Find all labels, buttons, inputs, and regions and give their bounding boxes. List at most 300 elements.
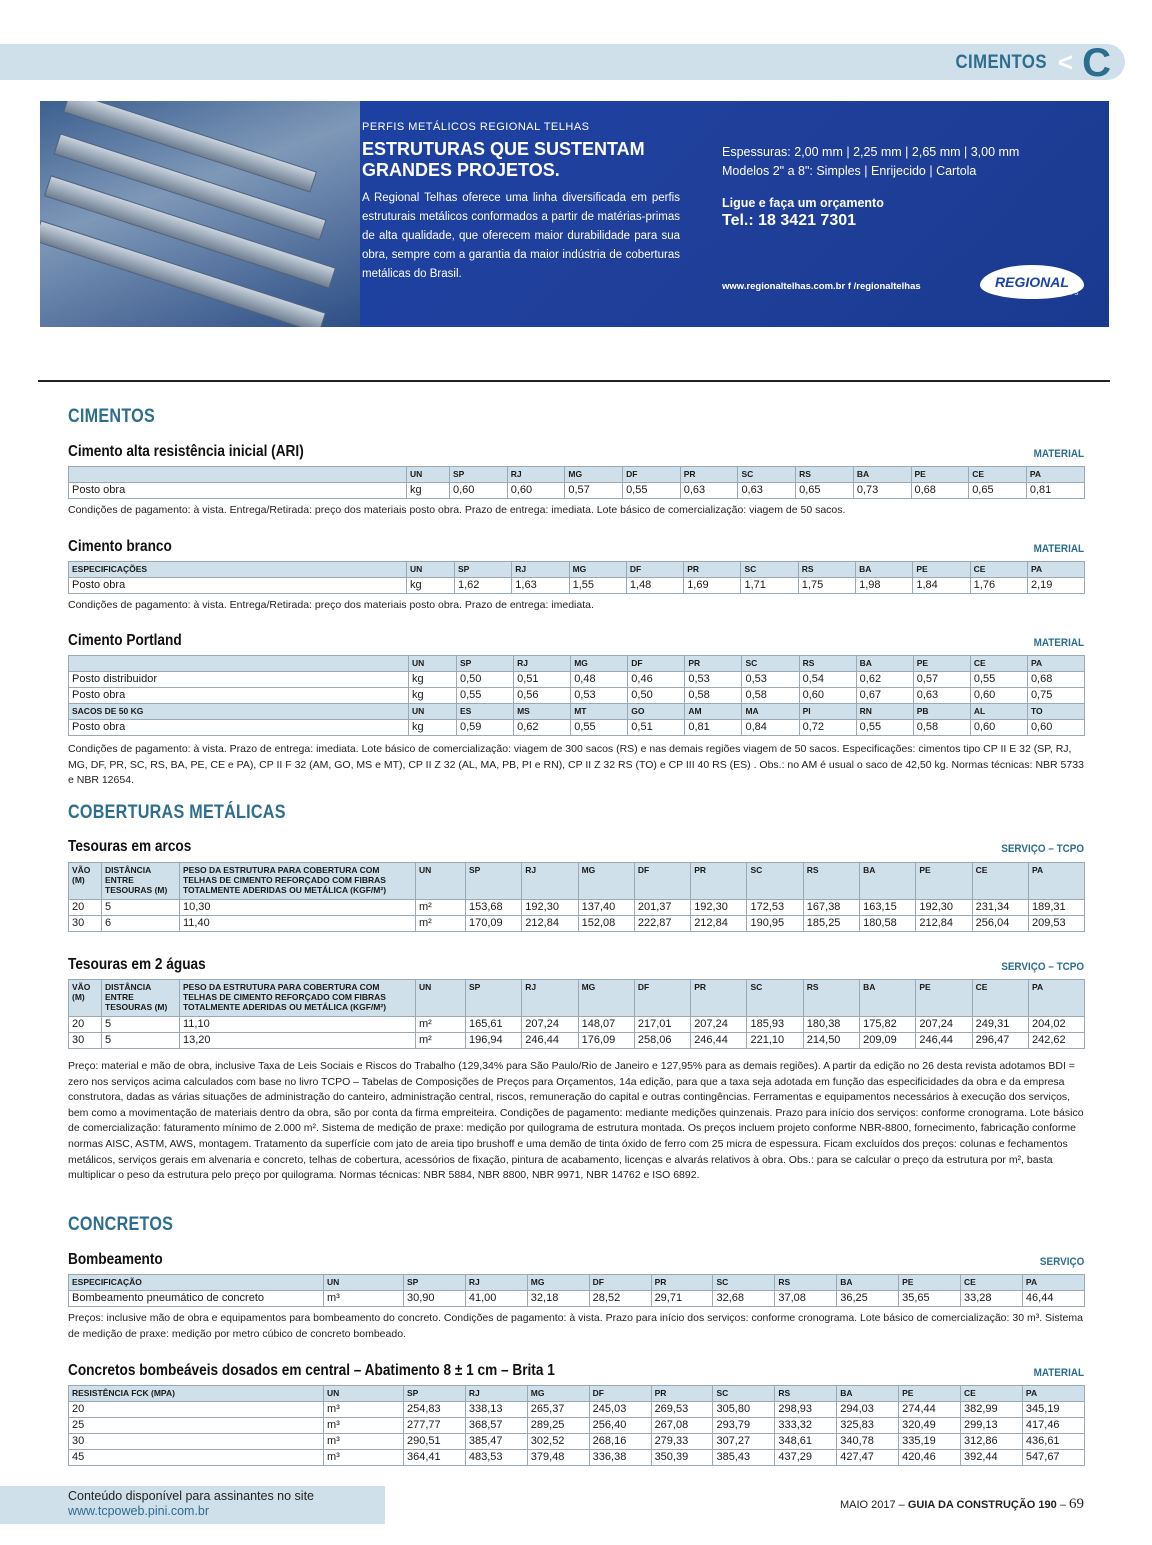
table-header-cell: MT [571,704,628,720]
table-header-cell: SP [466,980,522,1017]
table-cell: kg [407,483,450,499]
table-cell: 307,27 [713,1434,775,1450]
banner-title: ESTRUTURAS QUE SUSTENTAM GRANDES PROJETOS. [362,139,645,180]
table-cell: 2,19 [1027,578,1084,594]
table-header-cell: RJ [522,863,578,900]
table-cell: 192,30 [691,900,747,916]
table-cell: m² [416,1033,466,1049]
table-header-cell: UN [407,467,450,483]
table-cell: 212,84 [916,916,972,932]
table-cell: 0,60 [450,483,508,499]
table-header-cell: CE [970,562,1027,578]
table-header-cell: CE [961,1275,1023,1291]
table-header-cell: PR [651,1386,713,1402]
table-cell: 0,55 [457,688,514,704]
table-cell: 249,31 [972,1017,1028,1033]
table-cell: 30 [69,1033,102,1049]
table-header-row [69,704,1085,720]
table-cell: 274,44 [899,1402,961,1418]
banner-specs: Espessuras: 2,00 mm | 2,25 mm | 2,65 mm | 3,00 mm Modelos 2" a 8": Simples | Enrijecido | Cartola [722,145,1020,178]
table-cell: 185,25 [803,916,859,932]
table-header-cell: SC [713,1386,775,1402]
table-header-cell: SP [404,1275,466,1291]
table-cell: 0,58 [913,720,970,736]
regional-logo: REGIONAL [980,265,1084,299]
table-tesouras-aguas [68,979,1085,1049]
table-cell: 5 [102,1017,180,1033]
table-cell: 212,84 [691,916,747,932]
table-cell: 0,60 [970,688,1027,704]
table-cell: 0,50 [457,672,514,688]
table-cell: 312,86 [961,1434,1023,1450]
table-cell: m² [416,916,466,932]
table-cell: m³ [324,1418,404,1434]
table-header-cell: UN [416,863,466,900]
table-cell: 254,83 [404,1402,466,1418]
table-header-cell: DISTÂNCIA ENTRE TESOURAS (M) [102,863,180,900]
table-cell: 37,08 [775,1291,837,1307]
table-row [69,483,1085,499]
table-header-cell: ES [457,704,514,720]
table-header-cell: PA [1022,1386,1084,1402]
table-title: Tesouras em arcos [68,838,192,855]
table-note: Condições de pagamento: à vista. Prazo de entrega: imediata. Lote básico de comercialização: viagem de 300 sacos (RS) e nas demais regiões viagem de 50 sacos. Especificações: cimentos tipo CP II E 32 (SP, RJ, MG, DF, PR, SC, RS, BA, PE, CE e PA), CP II F 32 (AM, GO, MS e MT), CP II Z 32 (AL, MA, PB, PI e RN), CP II Z 32 RS (TO) e CP III 40 RS (ES) . Obs.: no AM é usual o saco de 42,50 kg. Normas técnicas: NBR 5733 e NBR 12654. [68,743,1084,787]
table-cell: 325,83 [837,1418,899,1434]
footer-website-link[interactable]: www.tcpoweb.pini.com.br [68,1504,210,1518]
table-header-cell: MS [514,704,571,720]
table-cell: 32,68 [713,1291,775,1307]
table-cell: 0,58 [742,688,799,704]
table-cell: 0,62 [514,720,571,736]
table-header-cell: UN [324,1386,404,1402]
table-cell: 246,44 [916,1033,972,1049]
table-cell: m³ [324,1434,404,1450]
table-header-cell: RJ [512,562,569,578]
table-cell: 204,02 [1028,1017,1084,1033]
table-header-row [69,562,1085,578]
table-cell: 385,47 [465,1434,527,1450]
table-header-cell: PE [911,467,969,483]
steel-profiles-image [40,101,360,327]
table-cell: 207,24 [691,1017,747,1033]
table-cell: 0,57 [565,483,623,499]
table-header-cell: PA [1027,562,1084,578]
table-header-cell: RN [856,704,913,720]
section-heading-concretos: CONCRETOS [68,1214,174,1235]
table-header-cell: RJ [507,467,565,483]
table-header-cell: VÃO (M) [69,980,102,1017]
table-cell: 0,59 [457,720,514,736]
table-header-cell: PE [916,980,972,1017]
table-cell: 192,30 [522,900,578,916]
table-header-cell: DF [589,1275,651,1291]
table-cell: 0,46 [628,672,685,688]
banner-call: Ligue e faça um orçamento [722,196,884,210]
table-cell: 0,60 [1027,720,1084,736]
table-header-cell: UN [324,1275,404,1291]
table-header-cell: SC [742,656,799,672]
table-cell: 172,53 [747,900,803,916]
table-cell: 45 [69,1450,324,1466]
table-cell: 0,58 [685,688,742,704]
table-cell: 1,62 [455,578,512,594]
table-tag: MATERIAL [1033,448,1084,460]
table-title: Concretos bombeáveis dosados em central – Abatimento 8 ± 1 cm – Brita 1 [68,1362,555,1379]
table-cell: 364,41 [404,1450,466,1466]
table-header-cell: SC [713,1275,775,1291]
table-header-cell: MG [565,467,623,483]
table-cell: 1,76 [970,578,1027,594]
table-row [69,1033,1085,1049]
table-header-cell: PA [1028,863,1084,900]
table-cell: 170,09 [466,916,522,932]
table-cell: 32,18 [527,1291,589,1307]
table-header-cell: PA [1026,467,1084,483]
table-cell: 190,95 [747,916,803,932]
table-cell: 214,50 [803,1033,859,1049]
table-cell: 0,67 [856,688,913,704]
table-cell: 436,61 [1022,1434,1084,1450]
table-cell: 0,48 [571,672,628,688]
section-header-bar [0,41,1125,85]
table-cimento-portland [68,655,1085,736]
table-cell: 246,44 [522,1033,578,1049]
table-header-cell: PR [684,562,741,578]
table-cell: 192,30 [916,900,972,916]
table-tag: MATERIAL [1033,1367,1084,1379]
table-cell: 5 [102,900,180,916]
table-cell: 483,53 [465,1450,527,1466]
table-header-cell: PR [691,863,747,900]
table-row [69,916,1085,932]
table-row [69,688,1085,704]
table-header-cell: BA [860,863,916,900]
table-cell: 222,87 [634,916,690,932]
table-title: Cimento Portland [68,632,182,649]
table-cell: 165,61 [466,1017,522,1033]
table-cell: 167,38 [803,900,859,916]
table-cell: 1,75 [798,578,855,594]
table-cell: Posto obra [69,578,407,594]
table-note: Preços: inclusive mão de obra e equipamentos para bombeamento do concreto. Condições de pagamento: à vista. Prazo para início dos serviços: conforme cronograma. Lote básico de comercialização: 30 m³. Sistema de medição de praxe: medição por metro cúbico de concreto bombeado. [68,1312,1083,1340]
table-cell: 0,63 [680,483,738,499]
table-cell: 298,93 [775,1402,837,1418]
table-tag: SERVIÇO – TCPO [1001,843,1084,855]
table-header-cell: PR [691,980,747,1017]
table-cell: 294,03 [837,1402,899,1418]
table-header-cell: RS [775,1275,837,1291]
table-cell: 209,53 [1028,916,1084,932]
table-cell: 153,68 [466,900,522,916]
table-cell: 379,48 [527,1450,589,1466]
table-title: Cimento branco [68,538,172,555]
table-cell: 207,24 [916,1017,972,1033]
table-cell: 0,65 [796,483,854,499]
table-cell: 1,84 [913,578,970,594]
table-header-cell: AL [970,704,1027,720]
table-header-cell: DISTÂNCIA ENTRE TESOURAS (M) [102,980,180,1017]
table-cell: 209,09 [860,1033,916,1049]
table-cell: 41,00 [465,1291,527,1307]
banner-website[interactable]: www.regionaltelhas.com.br f /regionaltelhas [722,281,921,292]
banner-body: A Regional Telhas oferece uma linha diversificada em perfis estruturais metálicos conformados a partir de matérias-primas de alta qualidade, que oferecem maior durabilidade para sua obra, sempre com a garantia da maior indústria de coberturas metálicas do Brasil. [362,192,680,280]
table-header-cell: PE [899,1386,961,1402]
table-cell: 20 [69,1017,102,1033]
table-cell: 0,81 [1026,483,1084,499]
table-cell: Bombeamento pneumático de concreto [69,1291,324,1307]
table-cell: 279,33 [651,1434,713,1450]
table-header-cell: BA [853,467,911,483]
table-cell: 368,57 [465,1418,527,1434]
banner-subtitle: PERFIS METÁLICOS REGIONAL TELHAS [362,121,590,133]
table-header-cell: RS [803,980,859,1017]
table-cell: kg [407,578,455,594]
table-header-cell: BA [856,656,913,672]
table-cell: 290,51 [404,1434,466,1450]
table-cell: m² [416,1017,466,1033]
table-header-row [69,1386,1085,1402]
table-header-cell: SP [466,863,522,900]
table-row [69,1291,1085,1307]
table-cell: 1,48 [626,578,683,594]
table-header-cell: RS [796,467,854,483]
table-cell: 392,44 [961,1450,1023,1466]
table-header-row [69,1275,1085,1291]
table-header-cell: UN [409,704,457,720]
table-cell: 437,29 [775,1450,837,1466]
table-header-cell: PR [651,1275,713,1291]
table-header-cell: PB [913,704,970,720]
table-row [69,1402,1085,1418]
table-header-cell: AM [685,704,742,720]
table-cell: 336,38 [589,1450,651,1466]
table-cell: 547,67 [1022,1450,1084,1466]
table-cell: 180,58 [860,916,916,932]
table-cell: 427,47 [837,1450,899,1466]
table-cell: 265,37 [527,1402,589,1418]
table-cell: 176,09 [578,1033,634,1049]
table-cell: 0,60 [970,720,1027,736]
table-cell: 1,63 [512,578,569,594]
table-cell: 207,24 [522,1017,578,1033]
table-cell: Posto obra [69,688,409,704]
table-cell: 212,84 [522,916,578,932]
table-header-cell: BA [856,562,913,578]
table-cell: 0,51 [514,672,571,688]
table-row [69,1450,1085,1466]
table-cell: 1,55 [569,578,626,594]
table-cell: m³ [324,1402,404,1418]
table-cell: 302,52 [527,1434,589,1450]
table-cell: 0,55 [571,720,628,736]
table-header-cell: SC [741,562,798,578]
table-cell: 46,44 [1022,1291,1084,1307]
table-row [69,672,1085,688]
table-title: Tesouras em 2 águas [68,956,206,973]
table-cell: 345,19 [1022,1402,1084,1418]
table-cell: 267,08 [651,1418,713,1434]
table-cell: 30 [69,916,102,932]
table-header-cell [69,656,409,672]
table-cell: 277,77 [404,1418,466,1434]
table-cell: 242,62 [1028,1033,1084,1049]
table-cell: 0,81 [685,720,742,736]
table-cell: 289,25 [527,1418,589,1434]
table-cell: 28,52 [589,1291,651,1307]
table-cell: 25 [69,1418,324,1434]
table-header-cell: PR [680,467,738,483]
table-cell: 185,93 [747,1017,803,1033]
table-header-cell: PE [913,656,970,672]
table-row [69,1017,1085,1033]
table-header-cell: PE [916,863,972,900]
table-cell: Posto obra [69,483,407,499]
table-note: Condições de pagamento: à vista. Entrega/Retirada: preço dos materiais posto obra. Prazo de entrega: imediata. Lote básico de comercialização: viagem de 50 sacos. [68,504,846,516]
table-header-cell: MG [527,1275,589,1291]
table-cell: 0,62 [856,672,913,688]
table-note: Preço: material e mão de obra, inclusive Taxa de Leis Sociais e Riscos do Trabalho (129,34% para São Paulo/Rio de Janeiro e 127,95% para as demais regiões). A partir da edição no 26 desta revista adotamos BDI = zero nos serviços acima calculados com base no livro TCPO – Tabelas de Composições de Preços para Orçamentos, 14a edição, para que a taxa seja adotada em função das especificidades da obra e da empresa construtora, dadas as várias situações de administração do canteiro, administração central, riscos, remuneração do capital e outras contingências. Ferramentas e equipamentos necessários à execução dos serviços, bem como a movimentação de materiais dentro da obra, são por conta da firma empreiteira. Condições de pagamento: mediante medições quinzenais. Prazo para início dos serviços: conforme cronograma. Lote básico de comercialização: faturamento mínimo de 2.000 m². Sistema de medição de praxe: medição por quilograma de estrutura montada. Os preços incluem projeto conforme NBR-8800, fornecimento, fabricação conforme normas AISC, ASTM, AWS, montagem. Tratamento da superfície com jato de areia tipo brushoff e uma demão de tinta óxido de ferro com 25 micra de espessura. Ficam excluídos dos preços: colunas e fechamentos metálicos, serviços gerais em alvenaria e concreto, telhas de cobertura, acessórios de fixação, pintura de acabamento, licenças e alvarás relativos à obra. Obs.: para se calcular o preço da estrutura por m², basta multiplicar o peso da estrutura pelo preço por quilograma. Normas técnicas: NBR 5884, NBR 8800, NBR 9971, NBR 14762 e ISO 6892. [68,1060,1084,1182]
table-cell: 0,63 [738,483,796,499]
table-cell: 30 [69,1434,324,1450]
chevron-left-icon: < [1057,47,1073,77]
table-header-cell: PESO DA ESTRUTURA PARA COBERTURA COM TELHAS DE CIMENTO REFORÇADO COM FIBRAS TOTALMENTE ADERIDAS OU METÁLICA (KGF/M²) [180,863,416,900]
section-heading-cimentos: CIMENTOS [68,406,155,427]
table-header-cell: PR [685,656,742,672]
table-header-cell: RS [798,562,855,578]
table-cell: kg [409,720,457,736]
table-header-cell: CE [969,467,1027,483]
table-cell: 305,80 [713,1402,775,1418]
table-tag: MATERIAL [1033,543,1084,555]
table-cell: 258,06 [634,1033,690,1049]
table-header-row [69,656,1085,672]
table-cell: 30,90 [404,1291,466,1307]
table-header-row [69,980,1085,1017]
table-header-cell [69,467,407,483]
table-header-cell: CE [961,1386,1023,1402]
table-row [69,578,1085,594]
table-concretos-bombeaveis [68,1385,1085,1466]
banner-phone[interactable]: Tel.: 18 3421 7301 [722,212,857,229]
table-cell: 0,53 [685,672,742,688]
table-cell: 269,53 [651,1402,713,1418]
table-cell: 0,56 [514,688,571,704]
table-header-cell: SC [738,467,796,483]
table-cell: 0,57 [913,672,970,688]
table-header-cell: CE [970,656,1027,672]
page-footer: MAIO 2017 – GUIA DA CONSTRUÇÃO 190 – 69 [839,1496,1084,1512]
table-header-cell: SC [747,863,803,900]
table-cell: 36,25 [837,1291,899,1307]
table-cell: 175,82 [860,1017,916,1033]
table-header-cell: UN [407,562,455,578]
table-cell: 33,28 [961,1291,1023,1307]
table-header-cell: PA [1028,980,1084,1017]
table-row [69,1418,1085,1434]
table-header-cell: PA [1027,656,1084,672]
table-header-cell: BA [837,1386,899,1402]
table-cell: 0,68 [911,483,969,499]
table-header-cell: DF [634,863,690,900]
table-cell: 0,55 [856,720,913,736]
table-cell: 299,13 [961,1418,1023,1434]
table-cell: 0,50 [628,688,685,704]
table-cell: 246,44 [691,1033,747,1049]
table-header-cell: DF [634,980,690,1017]
table-cell: 335,19 [899,1434,961,1450]
table-cell: 0,65 [969,483,1027,499]
table-header-cell: DF [623,467,681,483]
table-cell: 417,46 [1022,1418,1084,1434]
advertisement-banner[interactable] [40,101,1109,327]
table-cell: 1,71 [741,578,798,594]
table-cell: 5 [102,1033,180,1049]
table-cell: 217,01 [634,1017,690,1033]
table-cell: 148,07 [578,1017,634,1033]
table-cell: m³ [324,1291,404,1307]
page-number: 69 [1069,1496,1084,1512]
table-cell: 245,03 [589,1402,651,1418]
table-header-cell: GO [628,704,685,720]
table-cell: 0,60 [507,483,565,499]
table-header-cell: MG [578,863,634,900]
table-cell: 1,98 [856,578,913,594]
table-cell: 11,10 [180,1017,416,1033]
table-header-cell: PESO DA ESTRUTURA PARA COBERTURA COM TELHAS DE CIMENTO REFORÇADO COM FIBRAS TOTALMENTE ADERIDAS OU METÁLICA (KGF/M²) [180,980,416,1017]
table-header-cell: PA [1022,1275,1084,1291]
table-cell: 231,34 [972,900,1028,916]
table-header-cell: MA [742,704,799,720]
table-header-cell: BA [860,980,916,1017]
table-header-cell: PI [799,704,856,720]
table-header-cell: PE [899,1275,961,1291]
section-heading-coberturas: COBERTURAS METÁLICAS [68,802,286,823]
table-header-cell: SP [455,562,512,578]
table-header-cell: RJ [514,656,571,672]
table-cell: 256,04 [972,916,1028,932]
table-tesouras-arcos [68,862,1085,932]
table-row [69,720,1085,736]
table-header-row [69,863,1085,900]
table-header-cell: DF [589,1386,651,1402]
table-cell: 293,79 [713,1418,775,1434]
table-header-cell: CE [972,863,1028,900]
table-title: Cimento alta resistência inicial (ARI) [68,443,304,460]
table-cell: 0,55 [970,672,1027,688]
table-cell: 0,75 [1027,688,1084,704]
table-cell: 0,60 [799,688,856,704]
table-tag: SERVIÇO [1039,1256,1084,1268]
table-header-cell: UN [416,980,466,1017]
table-cell: 0,55 [623,483,681,499]
table-cell: 20 [69,900,102,916]
table-cell: Posto obra [69,720,409,736]
table-cell: 320,49 [899,1418,961,1434]
table-header-cell: ESPECIFICAÇÕES [69,562,407,578]
table-cell: 0,63 [913,688,970,704]
table-ari [68,466,1085,499]
table-cell: 256,40 [589,1418,651,1434]
table-header-cell: SP [404,1386,466,1402]
table-header-cell: ESPECIFICAÇÃO [69,1275,324,1291]
table-cell: 189,31 [1028,900,1084,916]
table-cell: 350,39 [651,1450,713,1466]
table-header-cell: MG [571,656,628,672]
table-header-cell: SC [747,980,803,1017]
section-title: CIMENTOS [955,52,1047,73]
table-cell: 296,47 [972,1033,1028,1049]
table-header-cell: MG [527,1386,589,1402]
